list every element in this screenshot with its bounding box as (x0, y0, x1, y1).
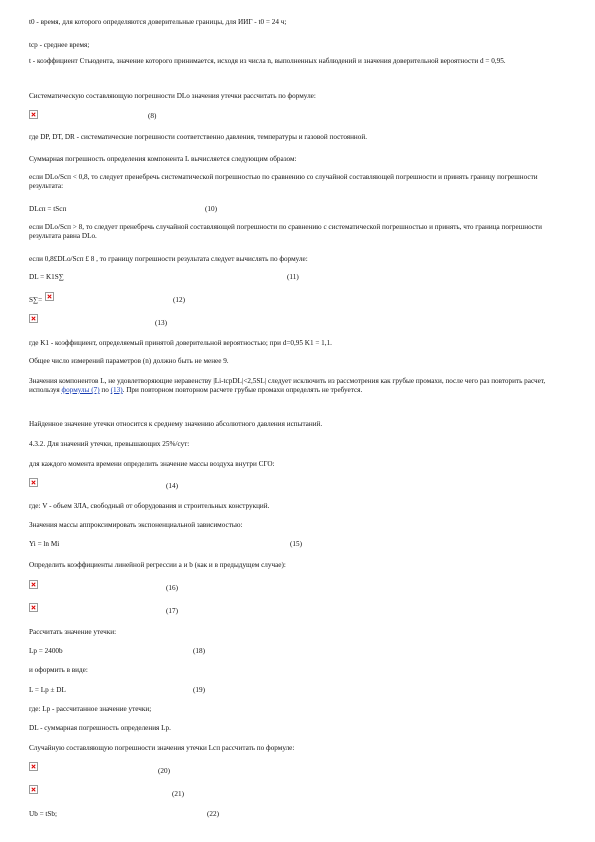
equation-number-17: (17) (166, 607, 178, 615)
section-4-3-2: 4.3.2. Для значений утечки, превышающих 25%/сут: (29, 440, 190, 448)
paragraph-found-value: Найденное значение утечки относится к среднему значению абсолютного давления испытаний. (29, 420, 323, 428)
link-formula-7[interactable]: формулы (7) (61, 386, 100, 394)
paragraph-lp-def: где: Lр - рассчитанное значение утечки; (29, 705, 152, 713)
formula-lp: Lр = 2400b (29, 647, 63, 655)
paragraph-random-component: Случайную составляющую погрешности значения утечки Lсп рассчитать по формуле: (29, 744, 295, 752)
formula-l: L = Lр ± DL (29, 686, 66, 694)
paragraph-measurements-count: Общее число измерений параметров (n) должно быть не менее 9. (29, 357, 229, 365)
formula-image-8 (29, 110, 38, 119)
formula-image-20 (29, 762, 38, 771)
paragraph-student: t - коэффициент Стьюдента, значение которого принимается, исходя из числа n, выполненных наблюдений и значения доверительной вероятности d = 0,95. (29, 57, 506, 65)
paragraph-systematic: Систематическую составляющую погрешности DLo значения утечки рассчитать по формуле: (29, 92, 316, 100)
link-formula-13[interactable]: (13) (110, 386, 123, 394)
paragraph-dl-def: DL - суммарная погрешность определения Lр. (29, 724, 171, 732)
equation-number-22: (22) (207, 810, 219, 818)
formula-image-21 (29, 785, 38, 794)
equation-number-14: (14) (166, 482, 178, 490)
formula-ub: Ub = tSb; (29, 810, 58, 818)
equation-number-15: (15) (290, 540, 302, 548)
formula-dlsp: DLсп = tSсп (29, 205, 67, 213)
formula-image-14 (29, 478, 38, 487)
formula-dl-k1s: DL = K1S∑ (29, 273, 64, 281)
paragraph-regression: Определить коэффициенты линейной регрессии a и b (как и в предыдущем случае): (29, 561, 286, 569)
equation-number-12: (12) (173, 296, 185, 304)
paragraph-case-between: если 0,8£DLo/Sсп £ 8 , то границу погрешности результата следует вычислять по формуле: (29, 255, 308, 263)
paragraph-k1: где K1 - коэффициент, определяемый принятой доверительной вероятностью; при d=0,95 K1 = 1,1. (29, 339, 332, 347)
equation-number-8: (8) (148, 112, 157, 120)
equation-number-16: (16) (166, 584, 178, 592)
paragraph-calc-leak: Рассчитать значение утечки: (29, 628, 117, 636)
paragraph-gross-errors: Значения компонентов L, не удовлетворяющие неравенству |Li-tсрDL|<2,5SL| следует исключить из рассмотрения как грубые промахи, после чего раз повторить расчет, используя формулы (7) по (13). При повторном повторном расчете грубые промахи определять не требуется. (29, 377, 546, 394)
equation-number-11: (11) (287, 273, 299, 281)
paragraph-t0: t0 - время, для которого определяются доверительные границы, для ИИГ - t0 = 24 ч; (29, 18, 287, 26)
equation-number-19: (19) (193, 686, 205, 694)
equation-number-20: (20) (158, 767, 170, 775)
formula-yi: Yi = ln Mi (29, 540, 60, 548)
equation-number-18: (18) (193, 647, 205, 655)
paragraph-format: и оформить в виде: (29, 666, 88, 674)
paragraph-mass-each-moment: для каждого момента времени определить значение массы воздуха внутри СГО: (29, 460, 275, 468)
equation-number-21: (21) (172, 790, 184, 798)
paragraph-dp-dt-dr: где DP, DT, DR - систематические погрешности соответственно давления, температуры и газовой постоянной. (29, 133, 368, 141)
formula-image-12 (45, 292, 54, 301)
formula-image-13 (29, 314, 38, 323)
paragraph-tcp: tср - среднее время; (29, 41, 90, 49)
paragraph-case-less-08: если DLo/Sсп < 0,8, то следует пренебречь систематической погрешностью по сравнению со случайной составляющей погрешности и принять границу погрешности результата: (29, 173, 538, 190)
formula-image-17 (29, 603, 38, 612)
formula-s-sum: S∑= (29, 296, 43, 304)
paragraph-total-error: Суммарная погрешность определения компонента L вычисляется следующим образом: (29, 155, 297, 163)
formula-image-16 (29, 580, 38, 589)
paragraph-volume: где: V - объем ЗЛА, свободный от оборудования и строительных конструкций. (29, 502, 270, 510)
paragraph-case-greater-8: если DLo/Sсп > 8, то следует пренебречь случайной составляющей погрешности по сравнению с систематической погрешностью и принять, что граница погрешности результата равна DLo. (29, 223, 543, 240)
equation-number-10: (10) (205, 205, 217, 213)
equation-number-13: (13) (155, 319, 167, 327)
paragraph-approximate: Значения массы аппроксимировать экспоненциальной зависимостью: (29, 521, 243, 529)
